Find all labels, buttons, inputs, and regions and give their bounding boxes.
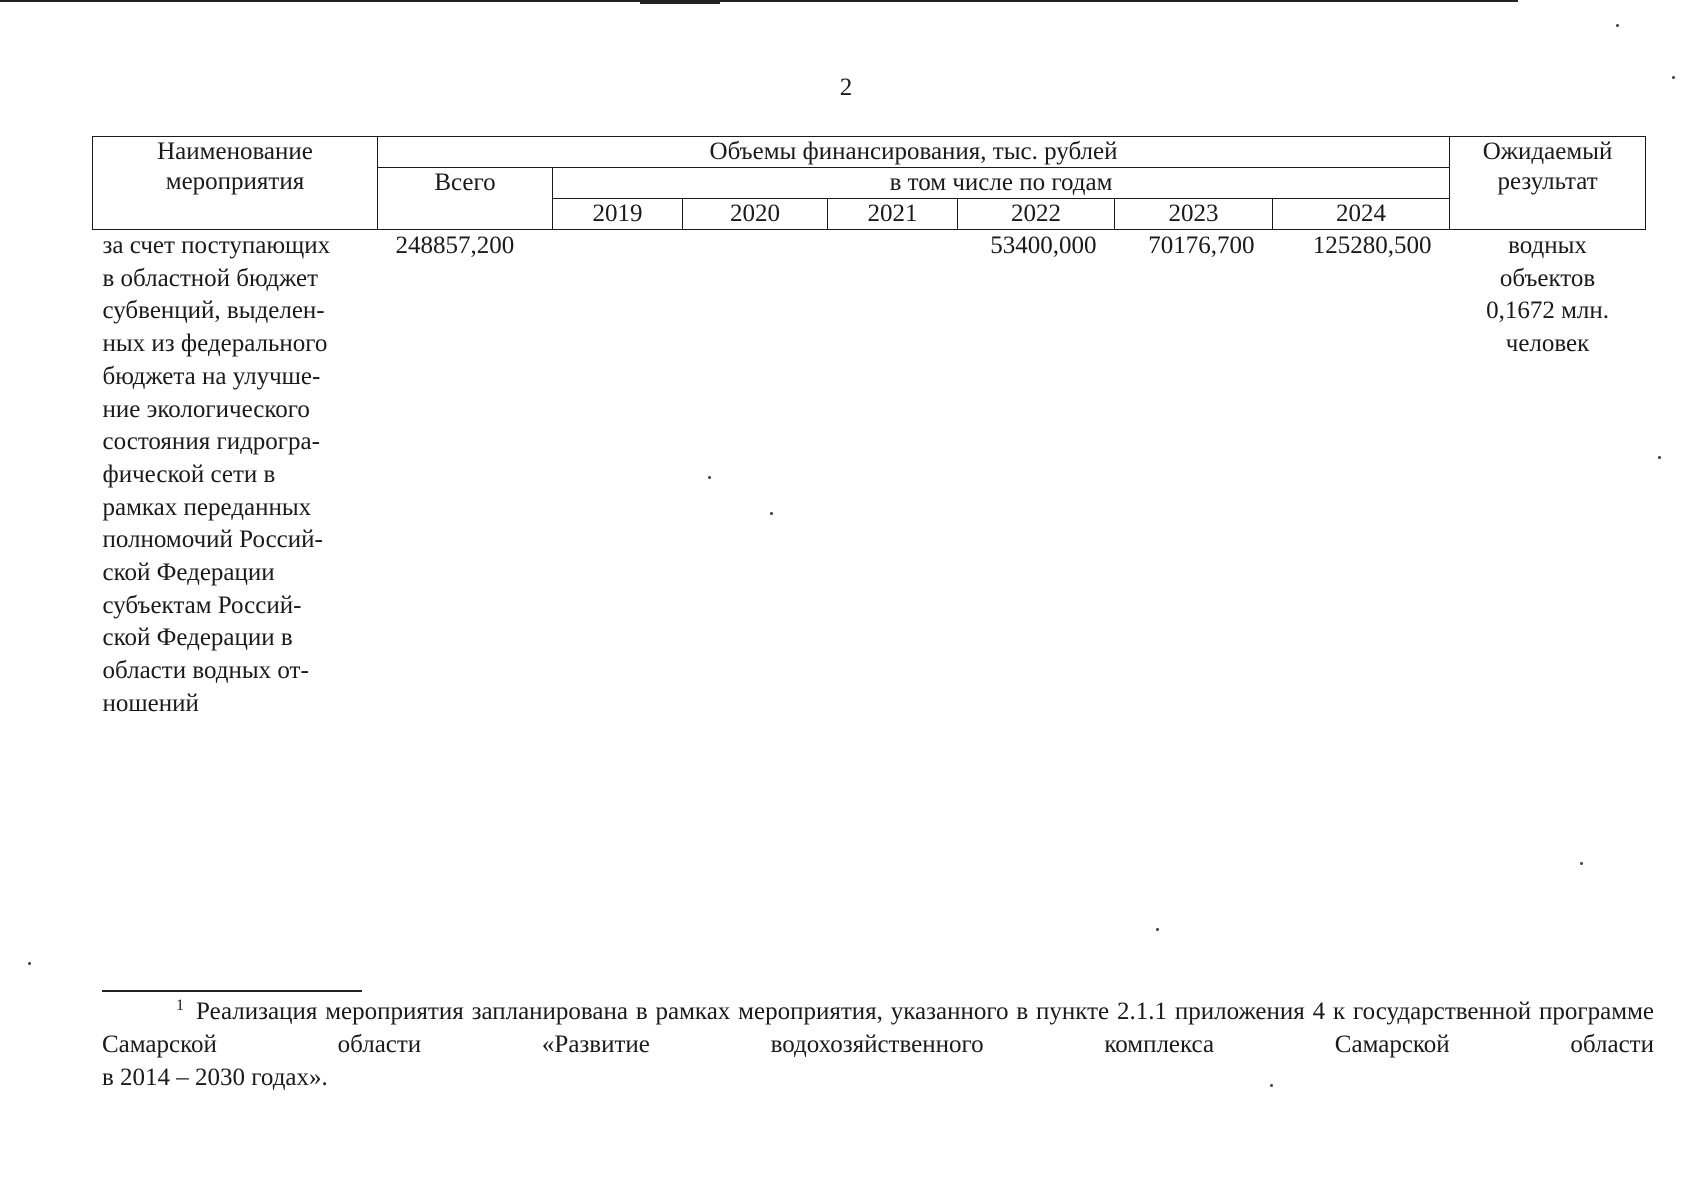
cell-2020 <box>683 230 828 721</box>
header-year-2020: 2020 <box>683 199 828 230</box>
header-funding-group: Объемы финансирования, тыс. рублей <box>378 137 1450 168</box>
cell-expected-result: водных объектов 0,1672 млн. человек <box>1486 232 1609 358</box>
header-year-2021: 2021 <box>828 199 958 230</box>
scan-speck <box>1270 1084 1273 1087</box>
financing-table <box>92 136 1646 721</box>
scan-edge-mark <box>640 0 720 4</box>
header-total-col: Всего <box>378 168 553 230</box>
header-year-2019: 2019 <box>553 199 683 230</box>
scan-edge-line <box>0 0 1518 2</box>
header-year-2022: 2022 <box>958 199 1115 230</box>
cell-2021 <box>828 230 958 721</box>
page-number: 2 <box>839 74 853 101</box>
cell-activity-name: за счет поступающих в областной бюджет субвенций, выделен- ных из федерального бюджета на улучше- ние экологического состояния гидрогра- фической сети в рамках переданных полномочий Россий- ской Федерации субъектам Россий- ской Федерации в области водных от- ношений <box>102 232 331 717</box>
scan-speck <box>708 476 711 479</box>
cell-2024: 125280,500 <box>1312 232 1432 259</box>
cell-2023: 70176,700 <box>1148 232 1255 259</box>
header-year-2024: 2024 <box>1273 199 1450 230</box>
footnote-marker: 1 <box>176 996 184 1014</box>
scan-speck <box>1156 928 1159 931</box>
header-result-col: Ожидаемый результат <box>1450 137 1646 230</box>
footnote-text-last: в 2014 – 2030 годах». <box>102 1064 328 1091</box>
cell-2019 <box>553 230 683 721</box>
cell-2022: 53400,000 <box>990 232 1097 259</box>
scan-speck <box>1616 24 1619 27</box>
scan-speck <box>1658 456 1661 459</box>
footnote-text: Реализация мероприятия запланирована в рамках мероприятия, указанного в пункте 2.1.1 приложения 4 к государственной программе Самарской области «Развитие водохозяйственного комплекса Самарской области <box>102 998 1654 1058</box>
header-row-1 <box>93 137 1646 168</box>
footnote <box>102 995 1654 1094</box>
cell-total: 248857,200 <box>395 232 515 259</box>
header-years-group: в том числе по годам <box>553 168 1450 199</box>
scan-speck <box>770 512 773 515</box>
scan-speck <box>1672 76 1675 79</box>
header-name-col: Наименование мероприятия <box>93 137 378 230</box>
scan-speck <box>1580 862 1583 865</box>
footnote-separator <box>102 990 362 992</box>
table-row <box>93 230 1646 721</box>
scan-speck <box>28 962 31 965</box>
header-year-2023: 2023 <box>1115 199 1273 230</box>
